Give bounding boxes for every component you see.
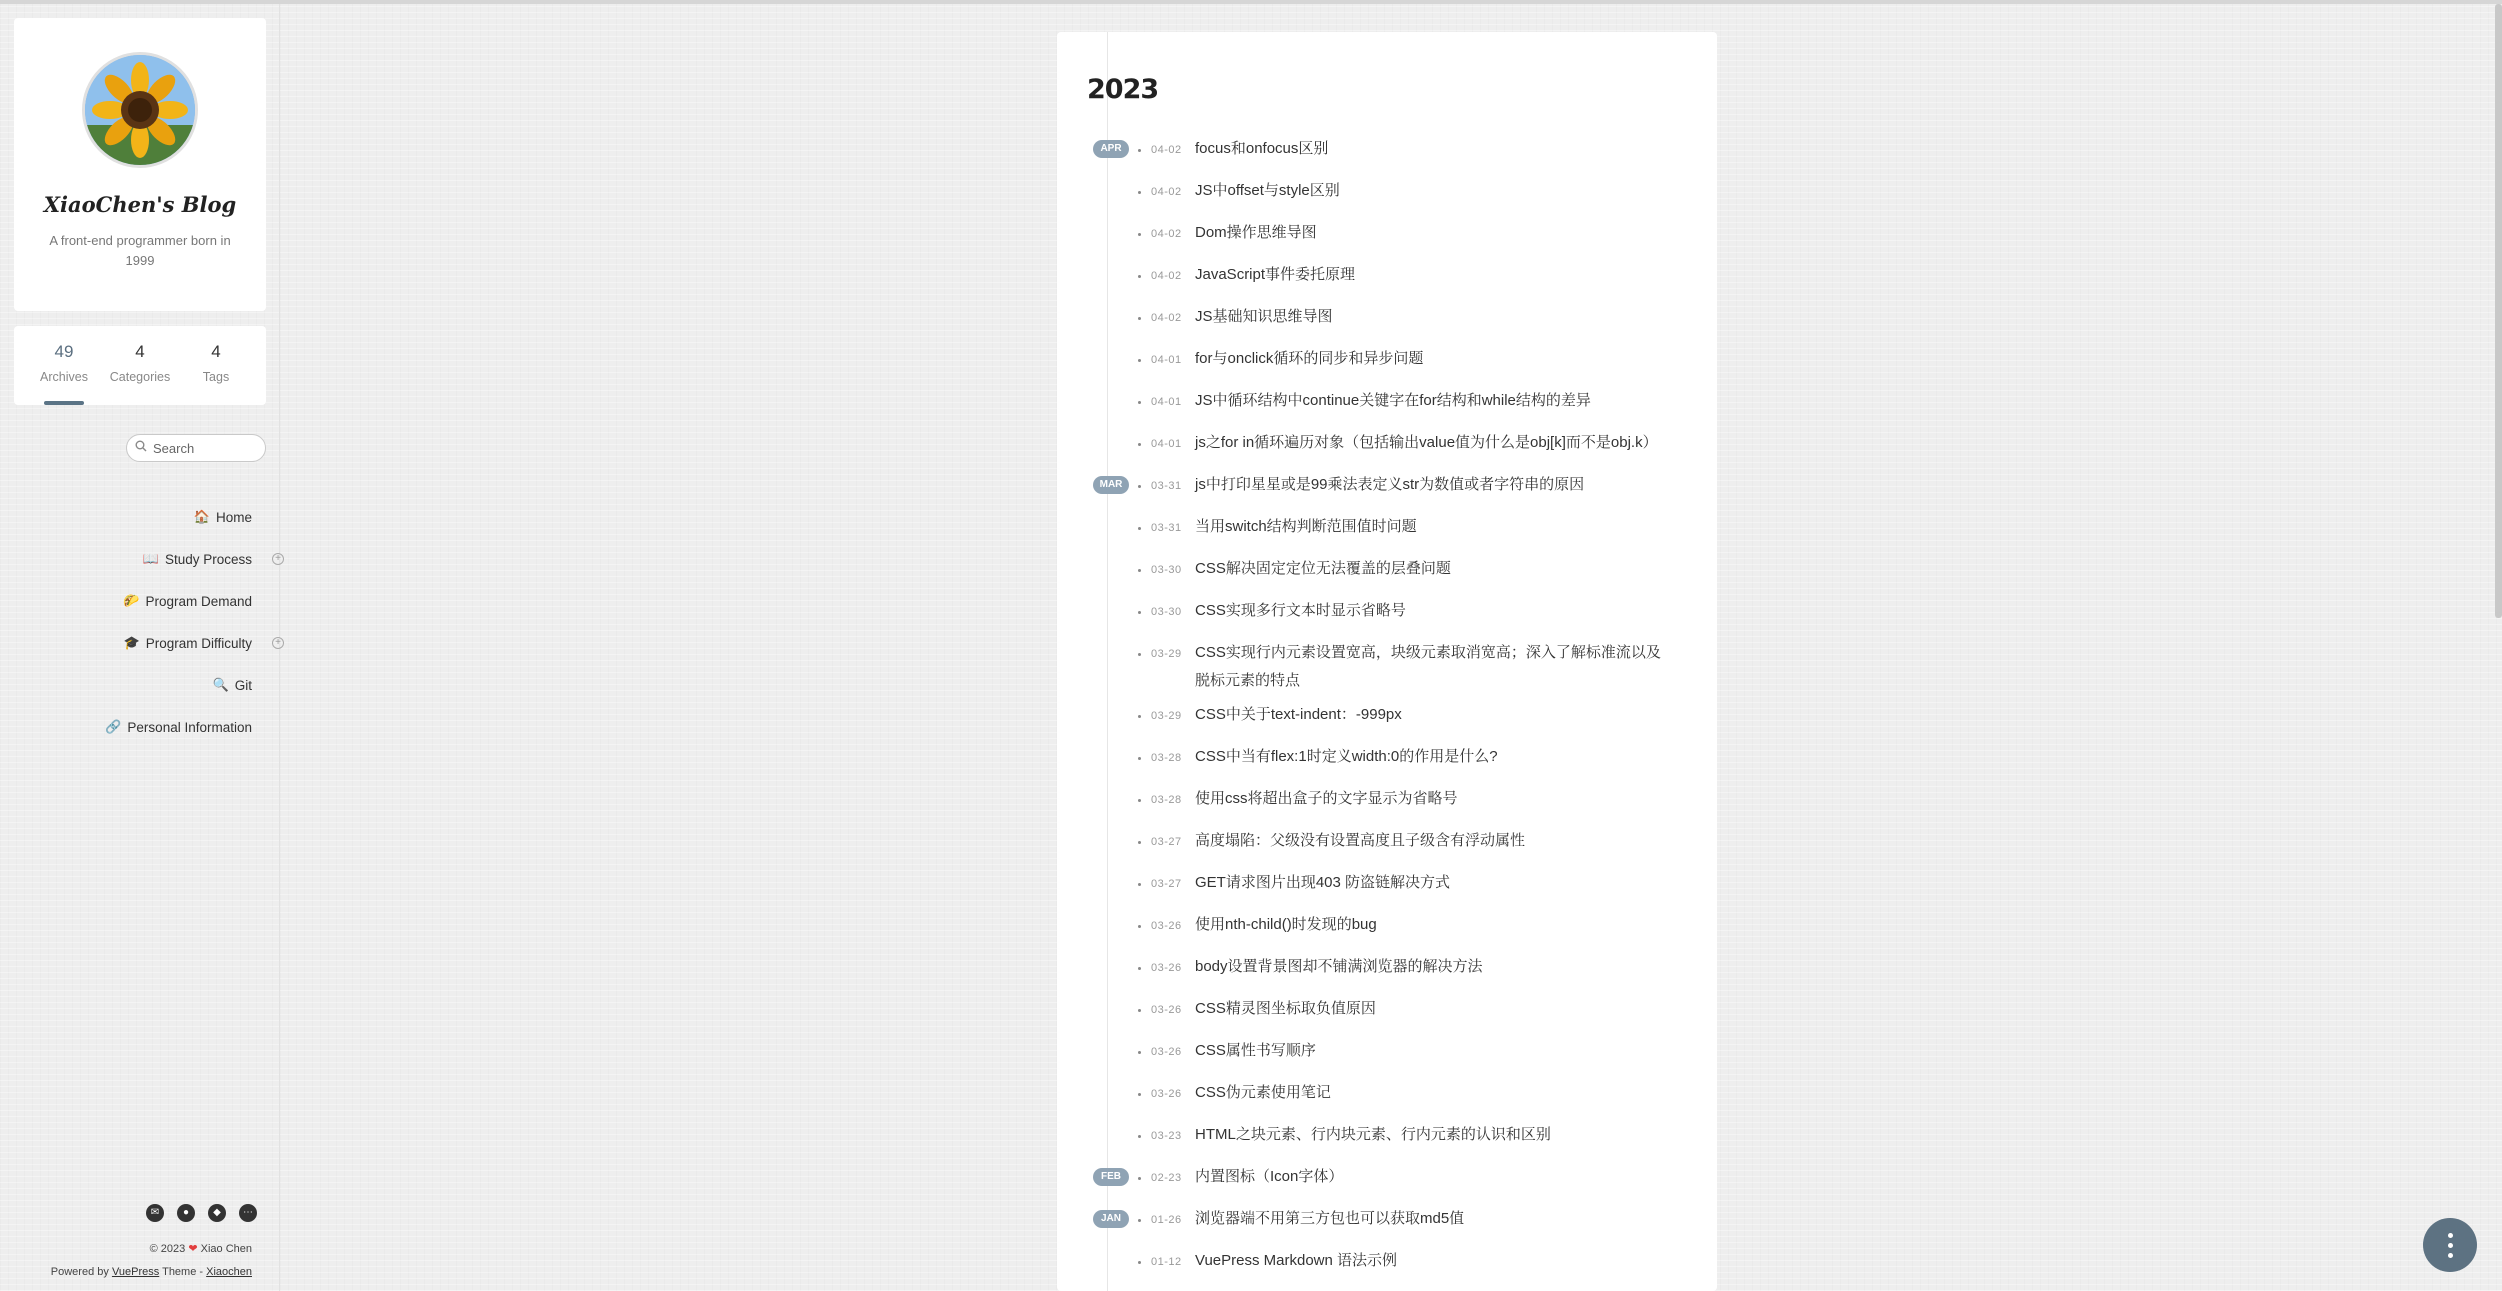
entry-date: 03-27 (1151, 836, 1182, 848)
archive-entry[interactable] (1057, 339, 1717, 381)
entry-date: 04-01 (1151, 438, 1182, 450)
nav-label: Study Process (164, 551, 252, 567)
profile-card (14, 18, 266, 311)
entry-title[interactable]: CSS实现行内元素设置宽高，块级元素取消宽高；深入了解标准流以及脱标元素的特点 (1195, 644, 1661, 689)
bullet-dot (1138, 611, 1141, 614)
bullet-dot (1138, 715, 1141, 718)
archive-list (1057, 129, 1717, 1283)
archive-panel (1057, 32, 1717, 1291)
copyright-year: © 2023 (149, 1243, 186, 1255)
archive-entry[interactable] (1057, 989, 1717, 1031)
stat-tags[interactable] (181, 326, 251, 405)
graduation-cap-icon: 🎓 (123, 635, 140, 650)
bullet-dot (1138, 1177, 1141, 1180)
entry-date: 03-27 (1151, 878, 1182, 890)
archive-entry[interactable] (1057, 171, 1717, 213)
archive-entry[interactable] (1057, 1241, 1717, 1283)
entry-title[interactable]: js之for in循环遍历对象（包括输出value值为什么是obj[k]而不是obj.k） (1195, 434, 1658, 451)
entry-title[interactable]: CSS实现多行文本时显示省略号 (1195, 602, 1406, 619)
bullet-dot (1138, 359, 1141, 362)
entry-title[interactable]: 高度塌陷：父级没有设置高度且子级含有浮动属性 (1195, 832, 1526, 849)
bullet-dot (1138, 443, 1141, 446)
more-menu-button[interactable] (2423, 1218, 2477, 1272)
nav-label: Home (215, 509, 252, 525)
archive-entry[interactable] (1057, 947, 1717, 989)
bullet-dot (1138, 757, 1141, 760)
entry-date: 04-01 (1151, 354, 1182, 366)
entry-title[interactable]: JS中offset与style区别 (1195, 182, 1340, 199)
theme-text: Theme - (162, 1266, 204, 1278)
entry-title[interactable]: CSS中关于text-indent：-999px (1195, 706, 1402, 723)
bullet-dot (1138, 191, 1141, 194)
archive-entry[interactable] (1057, 381, 1717, 423)
qq-icon[interactable]: ◆ (208, 1204, 226, 1222)
archive-entry[interactable] (1057, 297, 1717, 339)
entry-title[interactable]: js中打印星星或是99乘法表定义str为数值或者字符串的原因 (1195, 476, 1585, 493)
email-icon[interactable]: ✉ (146, 1204, 164, 1222)
bullet-dot (1138, 1093, 1141, 1096)
entry-date: 04-02 (1151, 312, 1182, 324)
bullet-dot (1138, 653, 1141, 656)
archive-entry[interactable] (1057, 905, 1717, 947)
entry-date: 04-02 (1151, 270, 1182, 282)
copyright-name: Xiao Chen (200, 1243, 252, 1255)
powered-text: Powered by (50, 1266, 109, 1278)
entry-title[interactable]: for与onclick循环的同步和异步问题 (1195, 350, 1424, 367)
archive-year: 2023 (1087, 74, 1159, 105)
entry-title[interactable]: 当用switch结构判断范围值时问题 (1195, 518, 1417, 535)
bullet-dot (1138, 967, 1141, 970)
entry-title[interactable]: CSS属性书写顺序 (1195, 1042, 1316, 1059)
nav-label: Program Demand (145, 593, 252, 609)
entry-date: 01-26 (1151, 1214, 1182, 1226)
entry-date: 04-02 (1151, 228, 1182, 240)
entry-title[interactable]: CSS精灵图坐标取负值原因 (1195, 1000, 1376, 1017)
archive-entry[interactable] (1057, 549, 1717, 591)
bullet-dot (1138, 401, 1141, 404)
entry-title[interactable]: 内置图标（Icon字体） (1195, 1168, 1344, 1185)
stat-count: 49 (54, 342, 74, 361)
bullet-dot (1138, 275, 1141, 278)
entry-title[interactable]: GET请求图片出现403 防盗链解决方式 (1195, 874, 1451, 891)
nav-item-program-demand[interactable] (0, 580, 290, 622)
entry-date: 03-28 (1151, 794, 1182, 806)
top-border (0, 0, 2502, 4)
entry-title[interactable]: 使用css将超出盒子的文字显示为省略号 (1195, 790, 1458, 807)
entry-date: 04-01 (1151, 396, 1182, 408)
archive-entry[interactable] (1057, 213, 1717, 255)
bullet-dot (1138, 1135, 1141, 1138)
vuepress-link[interactable]: VuePress (111, 1266, 160, 1278)
entry-title[interactable]: JS中循环结构中continue关键字在for结构和while结构的差异 (1195, 392, 1591, 409)
archive-entry[interactable] (1057, 423, 1717, 465)
more-icon[interactable]: ⋯ (239, 1204, 257, 1222)
archive-entry[interactable] (1057, 863, 1717, 905)
page-scrollbar[interactable] (2495, 4, 2502, 618)
entry-date: 03-30 (1151, 564, 1182, 576)
bullet-dot (1138, 317, 1141, 320)
entry-date: 03-29 (1151, 710, 1182, 722)
bullet-dot (1138, 883, 1141, 886)
sunflower-avatar-image (85, 55, 195, 165)
entry-date: 01-12 (1151, 1256, 1182, 1268)
nav-item-personal-information[interactable] (0, 706, 290, 748)
entry-date: 02-23 (1151, 1172, 1182, 1184)
bullet-dot (1138, 1261, 1141, 1264)
entry-title[interactable]: focus和onfocus区别 (1195, 140, 1329, 157)
bullet-dot (1138, 1051, 1141, 1054)
bullet-dot (1138, 841, 1141, 844)
stat-label: Tags (202, 370, 230, 384)
archive-entry[interactable] (1057, 633, 1717, 695)
github-icon[interactable]: ● (177, 1204, 195, 1222)
archive-entry[interactable] (1057, 695, 1717, 737)
entry-title[interactable]: CSS解决固定定位无法覆盖的层叠问题 (1195, 560, 1451, 577)
avatar[interactable] (82, 52, 198, 168)
entry-title[interactable]: body设置背景图却不铺满浏览器的解决方法 (1195, 958, 1483, 975)
bullet-dot (1138, 233, 1141, 236)
archive-entry[interactable] (1057, 1031, 1717, 1073)
archive-entry[interactable] (1057, 779, 1717, 821)
taco-icon: 🌮 (123, 593, 140, 608)
bullet-dot (1138, 569, 1141, 572)
stat-archives[interactable] (29, 326, 99, 405)
month-badge: FEB (1093, 1168, 1129, 1186)
nav-item-git[interactable] (0, 664, 290, 706)
link-icon: 🔗 (105, 719, 122, 734)
entry-date: 03-23 (1151, 1130, 1182, 1142)
archive-entry[interactable] (1057, 1199, 1717, 1241)
entry-date: 03-31 (1151, 522, 1182, 534)
bullet-dot (1138, 527, 1141, 530)
entry-date: 03-26 (1151, 962, 1182, 974)
nav-label: Personal Information (127, 719, 252, 735)
entry-title[interactable]: JS基础知识思维导图 (1195, 308, 1333, 325)
entry-title[interactable]: 使用nth-child()时发现的bug (1195, 916, 1377, 933)
entry-title[interactable]: CSS伪元素使用笔记 (1195, 1084, 1331, 1101)
entry-date: 03-29 (1151, 648, 1182, 660)
entry-date: 04-02 (1151, 186, 1182, 198)
entry-date: 03-26 (1151, 1088, 1182, 1100)
social-links (146, 1204, 257, 1222)
nav-label: Git (234, 677, 252, 693)
search-icon (135, 439, 147, 457)
entry-date: 03-26 (1151, 1046, 1182, 1058)
entry-title[interactable]: HTML之块元素、行内块元素、行内元素的认识和区别 (1195, 1126, 1551, 1143)
nav-item-program-difficulty[interactable] (0, 622, 290, 664)
archive-entry[interactable] (1057, 1157, 1717, 1199)
entry-title[interactable]: CSS中当有flex:1时定义width:0的作用是什么? (1195, 748, 1498, 765)
heart-icon: ❤ (188, 1243, 198, 1255)
site-title[interactable]: XiaoChen's Blog (43, 192, 237, 217)
entry-date: 03-26 (1151, 920, 1182, 932)
entry-title[interactable]: 浏览器端不用第三方包也可以获取md5值 (1195, 1210, 1465, 1227)
stat-categories[interactable] (105, 326, 175, 405)
site-description: A front-end programmer born in 1999 (49, 233, 231, 268)
expand-icon[interactable]: + (272, 553, 284, 565)
archive-entry[interactable] (1057, 1115, 1717, 1157)
entry-date: 03-26 (1151, 1004, 1182, 1016)
magnifier-icon: 🔍 (212, 677, 229, 692)
search-box (126, 434, 266, 462)
bullet-dot (1138, 149, 1141, 152)
powered-by (51, 1266, 252, 1278)
search-input[interactable] (153, 441, 253, 456)
stat-count: 4 (135, 342, 145, 361)
archive-entry[interactable] (1057, 507, 1717, 549)
theme-link[interactable]: Xiaochen (206, 1266, 252, 1278)
nav-item-study-process[interactable] (0, 538, 290, 580)
archive-entry[interactable] (1057, 129, 1717, 171)
stat-count: 4 (211, 342, 221, 361)
book-icon: 📖 (142, 551, 159, 566)
entry-title[interactable]: JavaScript事件委托原理 (1195, 266, 1356, 283)
archive-entry[interactable] (1057, 1073, 1717, 1115)
house-icon: 🏠 (193, 509, 210, 524)
archive-entry[interactable] (1057, 591, 1717, 633)
stats-card (14, 326, 266, 405)
archive-entry[interactable] (1057, 821, 1717, 863)
nav-item-home[interactable] (0, 496, 290, 538)
month-badge: MAR (1093, 476, 1129, 494)
nav-label: Program Difficulty (145, 635, 252, 651)
month-badge: JAN (1093, 1210, 1129, 1228)
active-indicator (44, 401, 84, 405)
archive-entry[interactable] (1057, 737, 1717, 779)
bullet-dot (1138, 925, 1141, 928)
entry-date: 03-30 (1151, 606, 1182, 618)
stat-label: Archives (40, 370, 88, 384)
sidebar-nav (0, 496, 290, 748)
bullet-dot (1138, 1219, 1141, 1222)
archive-entry[interactable] (1057, 465, 1717, 507)
stat-label: Categories (109, 370, 171, 384)
entry-title[interactable]: VuePress Markdown 语法示例 (1195, 1252, 1398, 1269)
expand-icon[interactable]: + (272, 637, 284, 649)
bullet-dot (1138, 485, 1141, 488)
copyright (150, 1242, 252, 1255)
bullet-dot (1138, 1009, 1141, 1012)
entry-title[interactable]: Dom操作思维导图 (1195, 224, 1317, 241)
bullet-dot (1138, 799, 1141, 802)
entry-date: 04-02 (1151, 144, 1182, 156)
entry-date: 03-28 (1151, 752, 1182, 764)
archive-entry[interactable] (1057, 255, 1717, 297)
entry-date: 03-31 (1151, 480, 1182, 492)
month-badge: APR (1093, 140, 1129, 158)
